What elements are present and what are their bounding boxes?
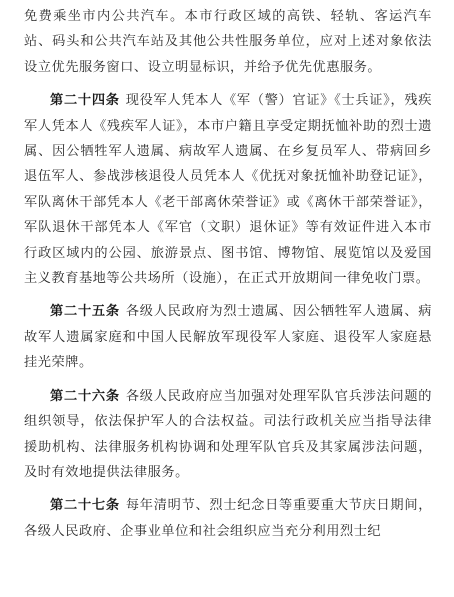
article-27 <box>24 493 432 544</box>
article-text: 现役军人凭本人《军（警）官证》《士兵证》，残疾军人凭本人《残疾军人证》，本市户籍且享受定期抚恤补助的烈士遗属、因公牺牲军人遗属、病故军人遗属、在乡复员军人、带病回乡退伍军人、参战涉核退役人员凭本人《优抚对象抚恤补助登记证》，军队离休干部凭本人《老干部离休荣誉证》或《离休干部荣誉证》，军队退休干部凭本人《军官（文职）退休证》等有效证件进入本市行政区域内的公园、旅游景点、图书馆、博物馆、展览馆以及爱国主义教育基地等公共场所（设施），在正式开放期间一律免收门票。 <box>24 93 432 287</box>
article-25 <box>24 299 432 375</box>
article-number: 第二十五条 <box>50 304 120 320</box>
article-text: 各级人民政府应当加强对处理军队官兵涉法问题的组织领导，依法保护军人的合法权益。司法行政机关应当指导法律援助机构、法律服务机构协调和处理军队官兵及其家属涉法问题，及时有效地提供法律服务。 <box>24 388 432 480</box>
article-text: 每年清明节、烈士纪念日等重要重大节庆日期间，各级人民政府、企事业单位和社会组织应当充分利用烈士纪 <box>24 498 432 539</box>
paragraph-text: 免费乘坐市内公共汽车。本市行政区域的高铁、轻轨、客运汽车站、码头和公共汽车站及其他公共性服务单位，应对上述对象依法设立优先服务窗口、设立明显标识，并给予优先优惠服务。 <box>24 9 432 75</box>
article-number: 第二十四条 <box>50 93 120 109</box>
paragraph-continued <box>24 4 432 80</box>
article-26 <box>24 384 432 486</box>
article-text: 各级人民政府为烈士遗属、因公牺牲军人遗属、病故军人遗属家庭和中国人民解放军现役军人家庭、退役军人家庭悬挂光荣牌。 <box>24 304 432 371</box>
article-number: 第二十六条 <box>50 388 120 404</box>
article-24 <box>24 88 432 291</box>
article-number: 第二十七条 <box>50 498 120 514</box>
